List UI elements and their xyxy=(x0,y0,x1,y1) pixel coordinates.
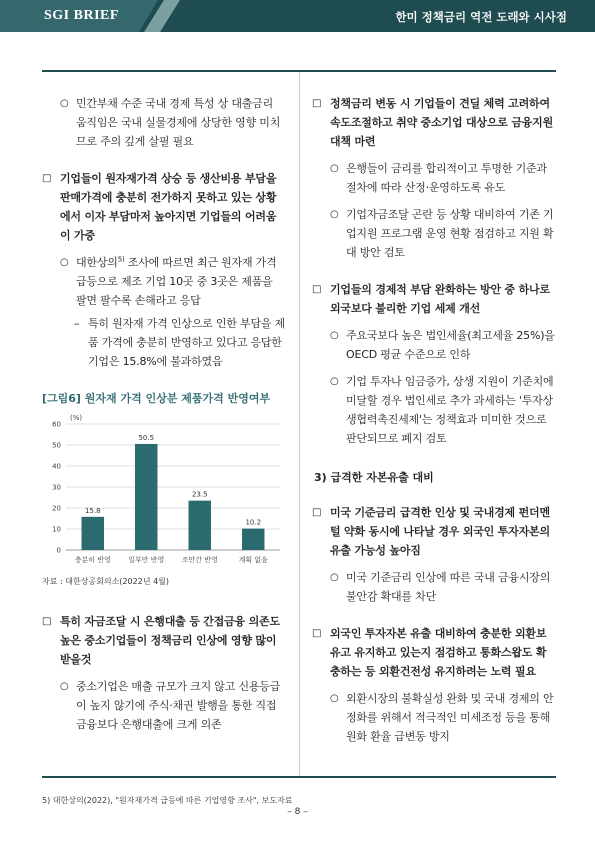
bullet-circle: ○ 기업자금조달 곤란 등 상황 대비하여 기존 기업지원 프로그램 운영 현황 점검하고 지원 확대 방안 검토 xyxy=(312,205,556,262)
right-column xyxy=(312,94,556,746)
figure-source: 자료 : 대한상공회의소(2022년 4월) xyxy=(42,577,170,586)
brand-label: SGI BRIEF xyxy=(44,8,119,23)
bullet-square: □ 외국인 투자자본 유출 대비하여 충분한 외환보유고 유지하고 있는지 점검하고 통화스왑도 확충하는 등 외환건전성 유지하려는 노력 필요 xyxy=(312,624,556,681)
bullet-circle xyxy=(42,253,286,310)
document-title: 한미 정책금리 역전 도래와 시사점 xyxy=(395,10,567,24)
text: 조사에 따르면 최근 원자재 가격 급등으로 제조 기업 10곳 중 3곳은 제품을 팔면 팔수록 손해라고 응답 xyxy=(76,256,277,307)
text: 대한상의 xyxy=(76,256,118,269)
y-tick-label: 50 xyxy=(52,441,61,450)
column-divider xyxy=(299,72,300,777)
bullet-circle: ○ 기업 투자나 임금증가, 상생 지원이 기준치에 미달할 경우 법인세로 추가 과세하는 '투자상생협력촉진세제'는 정책효과 미미한 것으로 판단되므로 폐지 검토 xyxy=(312,372,556,448)
bullet-circle: ○ 주요국보다 높은 법인세율(최고세율 25%)을 OECD 평균 수준으로 인하 xyxy=(312,326,556,364)
bar xyxy=(242,529,264,550)
y-tick-label: 40 xyxy=(52,462,61,471)
y-axis-unit: (%) xyxy=(70,414,83,422)
bullet-dash: – 특히 원자재 가격 인상으로 인한 부담을 제품 가격에 충분히 반영하고 있다고 응답한 기업은 15.8%에 불과하였음 xyxy=(42,314,286,371)
x-tick-label: 일부만 반영 xyxy=(128,556,165,564)
x-tick-label: 계획 없음 xyxy=(238,556,268,564)
bottom-rule xyxy=(42,776,556,778)
y-tick-label: 20 xyxy=(52,504,61,513)
footnote-ref: 5) xyxy=(117,255,125,264)
bullet-circle: ○ 은행들이 금리를 합리적이고 투명한 기준과 절차에 따라 산정·운영하도록 유도 xyxy=(312,159,556,197)
left-column xyxy=(42,94,286,734)
bar-value-label: 15.8 xyxy=(84,506,101,515)
header-bar xyxy=(0,0,595,32)
bullet-square: □ 미국 기준금리 급격한 인상 및 국내경제 펀더멘털 약화 동시에 나타날 경우 외국인 투자자본의 유출 가능성 높아짐 xyxy=(312,503,556,560)
footnote: 5) 대한상의(2022), "원자재가격 급등에 따른 기업영향 조사", 보도자료 xyxy=(42,796,293,805)
section-heading: 3) 급격한 자본유출 대비 xyxy=(314,471,434,484)
y-tick-label: 60 xyxy=(52,420,61,429)
bar-value-label: 23.5 xyxy=(191,490,208,499)
y-tick-label: 10 xyxy=(52,525,61,534)
figure-title: [그림6] 원자재 가격 인상분 제품가격 반영여부 xyxy=(42,392,271,405)
bullet-square: □ 특히 자금조달 시 은행대출 등 간접금융 의존도 높은 중소기업들이 정책금리 인상에 영향 많이 받을것 xyxy=(42,612,286,669)
bullet-circle: ○ 외환시장의 불확실성 완화 및 국내 경제의 안정화를 위해서 적극적인 미세조정 등을 통해 원화 환율 급변동 방지 xyxy=(312,689,556,746)
x-tick-label: 조만간 반영 xyxy=(181,556,218,564)
bullet-square: □ 기업들이 원자재가격 상승 등 생산비용 부담을 판매가격에 충분히 전가하지 못하고 있는 상황에서 이자 부담마저 높아지면 기업들의 어려움이 가중 xyxy=(42,169,286,245)
bullet-square: □ 정책금리 변동 시 기업들이 견딜 체력 고려하여 속도조절하고 취약 중소기업 대상으로 금융지원 대책 마련 xyxy=(312,94,556,151)
bar-value-label: 10.2 xyxy=(245,518,262,527)
x-tick-label: 충분히 반영 xyxy=(74,556,111,564)
y-tick-label: 0 xyxy=(56,546,61,555)
bar-chart xyxy=(42,410,286,572)
bar-value-label: 50.5 xyxy=(138,433,155,442)
bar xyxy=(189,501,211,550)
bar xyxy=(135,444,157,550)
bullet-circle: ○ 미국 기준금리 인상에 따른 국내 금융시장의 불안감 확대를 차단 xyxy=(312,568,556,606)
y-tick-label: 30 xyxy=(52,483,61,492)
page-number: – 8 – xyxy=(287,807,308,817)
bullet-circle: ○ 중소기업은 매출 규모가 크지 않고 신용등급이 높지 않기에 주식·채권 발행을 통한 직접금융보다 은행대출에 크게 의존 xyxy=(42,677,286,734)
bullet-circle: ○ 민간부채 수준 국내 경제 특성 상 대출금리 움직임은 국내 실물경제에 상당한 영향 미치므로 주의 깊게 살필 필요 xyxy=(42,94,286,151)
bar xyxy=(82,517,104,550)
bullet-square: □ 기업들의 경제적 부담 완화하는 방안 중 하나로 외국보다 불리한 기업 세제 개선 xyxy=(312,280,556,318)
